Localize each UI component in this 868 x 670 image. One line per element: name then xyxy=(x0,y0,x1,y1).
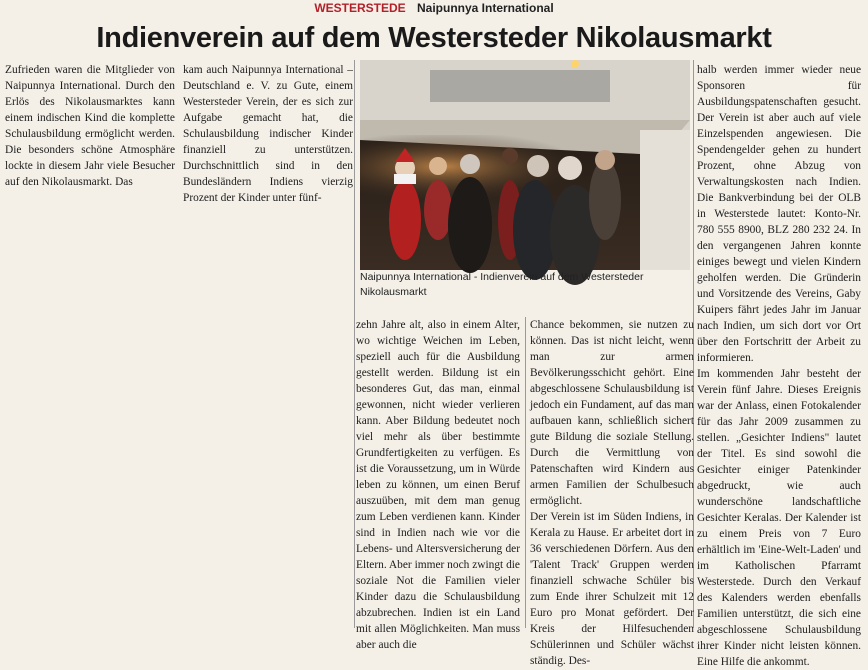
paragraph: Der Verein ist im Süden Indiens, in Kerala zu Hause. Er arbeitet dort in 36 verschiedenen Dörfern. Aus den 'Talent Track' Gruppen werden finanziell schwache Schüler bis zum Ende ihrer Schulzeit mit 12 Euro pro Monat gefördert. Der Kreis der Hilfesuchenden Schülerinnen und Schüler wächst ständig. Des- xyxy=(530,511,694,667)
article-column-3 xyxy=(356,317,520,651)
photo-caption: Naipunnya International - Indienverein auf dem Westersteder Nikolausmarkt xyxy=(360,271,644,298)
kicker-location: WESTERSTEDE xyxy=(314,1,406,15)
kicker xyxy=(0,0,868,18)
paragraph: halb werden immer wieder neue Sponsoren für Ausbildungspatenschaften gesucht. Der Verein ist aber auch auf viele Einzelspenden angewiesen. Die Spendengelder gehen zu hundert Prozent, ohne Abzug von Verwaltungskosten nach Indien. Die Bankverbindung bei der OLB in Westerstede lautet: Konto-Nr. 780 555 8900, BLZ 280 232 24. In den vergangenen Jahren konnte einiges bewegt und vielen Kindern geholfen werden. Die Gründerin und Vorsitzende des Vereins, Gaby Kuipers fährt jedes Jahr im Januar nach Indien, um sich dort vor Ort über den Fortschritt der Arbeit zu informieren. xyxy=(697,64,861,364)
article-column-4 xyxy=(530,317,694,667)
paragraph: zehn Jahre alt, also in einem Alter, wo wichtige Weichen im Leben, speziell auch für die Ausbildung gestellt werden. Bildung ist ein besonderes Gut, das man, einmal gewonnen, nicht wieder verlieren kann. Aber Bildung bedeutet noch viel mehr als über bestimmte Grundfertigkeiten zu verfügen. Es ist die Voraussetzung, um in Würde leben zu können, um einen Beruf auszuüben, mit dem man genug zum Leben verdienen kann. Kinder sind in Indien nach wie vor die Lebens- und Altersversicherung der Eltern. Aber immer noch zwingt die soziale Not die Familien vieler Kinder dazu die Schulausbildung abzubrechen. Indien ist ein Land mit allen Möglichkeiten. Man muss aber auch die xyxy=(356,319,520,651)
kicker-subject: Naipunnya International xyxy=(417,1,554,15)
paragraph: Im kommenden Jahr besteht der Verein fünf Jahre. Dieses Ereignis war der Anlass, einen Fotokalender für das Jahr 2009 zusammen zu stellen. „Gesichter Indiens" lautet der Titel. Es sind sowohl die Gesichter einiger Patenkinder abgedruckt, wie auch wunderschöne landschaftliche Gesichter Keralas. Der Kalender ist zu einem Preis von 7 Euro erhältlich im 'Eine-Welt-Laden' und im Katholischen Pfarramt Westerstede. Durch den Verkauf des Kalenders werden ebenfalls Familien unterstützt, die sich eine abgeschlossene Schulausbildung ihrer Kinder nicht leisten können. Eine Hilfe die ankommt. xyxy=(697,368,861,668)
paragraph: kam auch Naipunnya International – Deutschland e. V. zu Gute, einem Westersteder Verein, der es sich zur Aufgabe gemacht hat, die Schulausbildung indischer Kinder finanziell zu unterstützen. Durchschnittlich sind in den Bundesländern Indiens vierzig Prozent der Kinder unter fünf- xyxy=(183,64,353,204)
column-divider xyxy=(354,60,355,628)
paragraph: Chance bekommen, sie nutzen zu können. Das ist nicht leicht, wenn man zur armen Bevölkerungsschicht gehört. Eine abgeschlossene Schulausbildung ist jedoch ein Fundament, auf das man aufbauen kann, schließlich sichert gute Bildung die soziale Stellung. Durch die Vermittlung von Patenschaften wird Kindern aus armen Familien der Schulbesuch ermöglicht. xyxy=(530,319,694,507)
article-column-1 xyxy=(5,62,175,202)
paragraph: Zufrieden waren die Mitglieder von Naipunnya International. Durch den Erlös des Nikolausmarktes kann einem indischen Kind die komplette Schulausbildung ermöglicht werden. Die besonders schöne Atmosphäre lockte in diesem Jahr viele Besucher auf den Nikolausmarkt. Das xyxy=(5,64,175,188)
column-divider xyxy=(525,317,526,628)
article-column-2 xyxy=(183,62,353,202)
market-stall-photo xyxy=(360,60,690,270)
article-column-5 xyxy=(697,62,861,668)
photo-illustration xyxy=(360,60,690,270)
headline: Indienverein auf dem Westersteder Nikolausmarkt xyxy=(96,22,772,54)
